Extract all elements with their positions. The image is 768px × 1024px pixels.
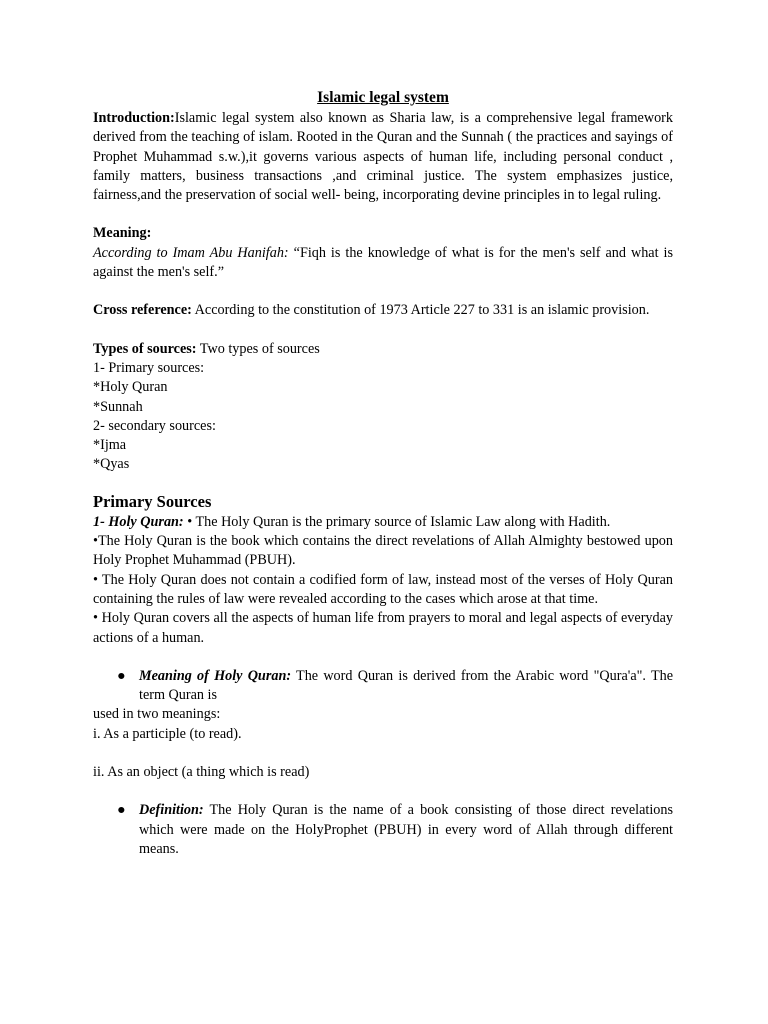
source-list-item: 1- Primary sources: bbox=[93, 359, 205, 376]
meaning-paragraph bbox=[93, 244, 673, 283]
definition-bullet bbox=[93, 801, 673, 859]
bullet-dot-icon: ● bbox=[117, 802, 126, 819]
introduction-text: Islamic legal system also known as Sharia law, is a comprehensive legal framework derived from the teaching of islam. Rooted in the Quran and the Sunnah ( the practices and sayings of Prophet Muhammad s.w.),it governs various aspects of human life, including personal conduct , family matters, business transactions ,and criminal justice. The system emphasizes justice, fairness,and the preservation of social well- being, incorporating devine principles in to legal ruling. bbox=[93, 110, 673, 204]
meaning-heading bbox=[93, 224, 673, 243]
cross-reference-paragraph bbox=[93, 301, 673, 320]
spacer bbox=[93, 205, 673, 224]
meaning-label: Meaning: bbox=[93, 225, 152, 242]
cross-reference-text: According to the constitution of 1973 Article 227 to 331 is an islamic provision. bbox=[191, 302, 650, 319]
holy-quran-point: • Holy Quran covers all the aspects of human life from prayers to moral and legal aspects of everyday actions of a human. bbox=[93, 610, 673, 646]
spacer bbox=[93, 648, 673, 667]
introduction-paragraph bbox=[93, 109, 673, 205]
primary-sources-heading: Primary Sources bbox=[93, 491, 212, 511]
spacer bbox=[93, 282, 673, 301]
spacer bbox=[93, 475, 673, 490]
meaning-of-quran-text: The word Quran is derived from the Arabic word "Qura'a". The term Quran is bbox=[139, 667, 674, 704]
holy-quran-point: • The Holy Quran does not contain a codified form of law, instead most of the verses of Holy Quran containing the rules of law were revealed according to the cases which arose at that time. bbox=[93, 571, 673, 607]
types-of-sources-label: Types of sources: bbox=[93, 340, 197, 357]
introduction-label: Introduction: bbox=[93, 110, 175, 126]
meaning-of-quran-bullet bbox=[93, 667, 673, 706]
meaning-attribution: According to Imam Abu Hanifah: bbox=[93, 244, 294, 261]
meaning-item-i: i. As a participle (to read). bbox=[93, 725, 242, 742]
source-list-item: *Holy Quran bbox=[93, 379, 168, 396]
cross-reference-label: Cross reference: bbox=[93, 302, 192, 319]
types-of-sources-text: Two types of sources bbox=[196, 340, 320, 357]
document-body bbox=[93, 87, 673, 859]
source-list-item: *Qyas bbox=[93, 456, 130, 473]
source-list-item: 2- secondary sources: bbox=[93, 417, 216, 434]
types-of-sources-line bbox=[93, 340, 673, 359]
page-title: Islamic legal system bbox=[317, 89, 449, 106]
meaning-quote: “Fiqh is the knowledge of what is for the men's self and what is against the men's self.” bbox=[93, 244, 673, 281]
meaning-item-ii: ii. As an object (a thing which is read) bbox=[93, 764, 310, 781]
holy-quran-point: •The Holy Quran is the book which contains the direct revelations of Allah Almighty bestowed upon Holy Prophet Muhammad (PBUH). bbox=[93, 533, 673, 569]
source-list-item: *Sunnah bbox=[93, 398, 143, 415]
holy-quran-label: 1- Holy Quran: bbox=[93, 513, 184, 530]
meaning-of-quran-label: Meaning of Holy Quran: bbox=[139, 667, 292, 684]
definition-text: The Holy Quran is the name of a book consisting of those direct revelations which were made on the HolyProphet (PBUH) in every word of Allah through different means. bbox=[139, 802, 673, 857]
spacer bbox=[93, 321, 673, 340]
spacer bbox=[93, 782, 673, 801]
holy-quran-text: • The Holy Quran is the primary source of Islamic Law along with Hadith. bbox=[183, 513, 611, 530]
meaning-continuation: used in two meanings: bbox=[93, 706, 221, 723]
holy-quran-intro bbox=[93, 513, 673, 532]
bullet-dot-icon: ● bbox=[117, 667, 126, 684]
source-list-item: *Ijma bbox=[93, 437, 127, 454]
definition-label: Definition: bbox=[139, 802, 204, 819]
spacer bbox=[93, 744, 673, 763]
